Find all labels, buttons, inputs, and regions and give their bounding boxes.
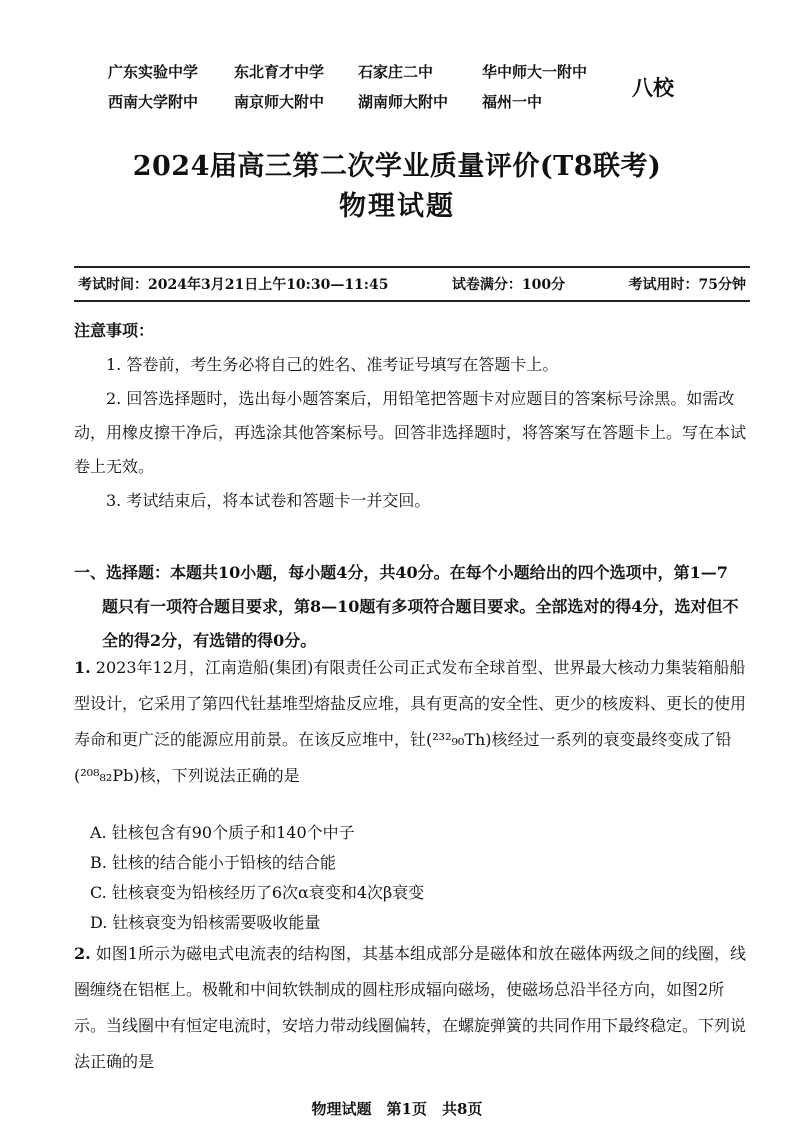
school-name: 华中师大一附中 <box>482 62 588 81</box>
school-row-1 <box>108 56 628 86</box>
question-number: 1. <box>74 658 91 677</box>
exam-score: 试卷满分：100分 <box>451 277 566 293</box>
school-name: 西南大学附中 <box>108 92 199 111</box>
school-name: 广东实验中学 <box>108 62 199 81</box>
school-name: 石家庄二中 <box>358 62 434 81</box>
subject-title: 物理试题 <box>339 191 455 222</box>
question-1 <box>74 650 750 794</box>
exam-time: 考试时间：2024年3月21日上午10:30—11:45 <box>78 277 389 293</box>
notice-item: 2. 回答选择题时，选出每小题答案后，用铅笔把答题卡对应题目的答案标号涂黑。如需改动，用橡皮擦干净后，再选涂其他答案标号。回答非选择题时，将答案写在答题卡上。写在本试卷上无效。 <box>74 389 747 476</box>
school-name: 福州一中 <box>482 92 543 111</box>
exam-info-bar <box>74 266 750 302</box>
notice-title: 注意事项： <box>74 321 155 340</box>
section-heading <box>74 556 750 658</box>
page-footer: 物理试题 第1页 共8页 <box>311 1100 483 1118</box>
school-name: 湖南师大附中 <box>358 92 449 111</box>
school-list <box>108 56 628 116</box>
school-row-2 <box>108 86 628 116</box>
school-name: 东北育才中学 <box>234 62 325 81</box>
group-label: 八校 <box>632 75 674 100</box>
option-c: C. 钍核衰变为铅核经历了6次α衰变和4次β衰变 <box>90 883 425 902</box>
option-d: D. 钍核衰变为铅核需要吸收能量 <box>90 913 321 932</box>
question-number: 2. <box>74 944 91 963</box>
notice-item: 1. 答卷前，考生务必将自己的姓名、准考证号填写在答题卡上。 <box>106 355 559 374</box>
question-2 <box>74 936 750 1080</box>
option-a: A. 钍核包含有90个质子和140个中子 <box>90 823 355 842</box>
option-b: B. 钍核的结合能小于铅核的结合能 <box>90 853 336 872</box>
question-text: 如图1所示为磁电式电流表的结构图，其基本组成部分是磁体和放在磁体两级之间的线圈，线圈缠绕在铝框上。极靴和中间软铁制成的圆柱形成辐向磁场，使磁场总沿半径方向，如图2所示。当线圈中有恒定电流时，安培力带动线圈偏转，在螺旋弹簧的共同作用下最终稳定。下列说法正确的是 <box>74 944 747 1071</box>
question-text: 2023年12月，江南造船(集团)有限责任公司正式发布全球首型、世界最大核动力集装箱船船型设计，它采用了第四代钍基堆型熔盐反应堆，具有更高的安全性、更少的核废料、更长的使用寿命和更广泛的能源应用前景。在该反应堆中，钍(²³²₉₀Th)核经过一系列的衰变最终变成了铅(²⁰⁸₈₂Pb)核，下列说法正确的是 <box>74 658 747 785</box>
exam-title: 2024届高三第二次学业质量评价(T8联考) <box>132 151 662 182</box>
notice-item: 3. 考试结束后，将本试卷和答题卡一并交回。 <box>106 491 431 510</box>
school-name: 南京师大附中 <box>234 92 325 111</box>
section-heading-line: 一、选择题：本题共10小题，每小题4分，共40分。在每个小题给出的四个选项中，第1—7 <box>74 563 728 582</box>
section-heading-continuation: 题只有一项符合题目要求，第8—10题有多项符合题目要求。全部选对的得4分，选对但不全的得2分，有选错的得0分。 <box>102 597 739 650</box>
exam-duration: 考试用时：75分钟 <box>628 277 746 293</box>
